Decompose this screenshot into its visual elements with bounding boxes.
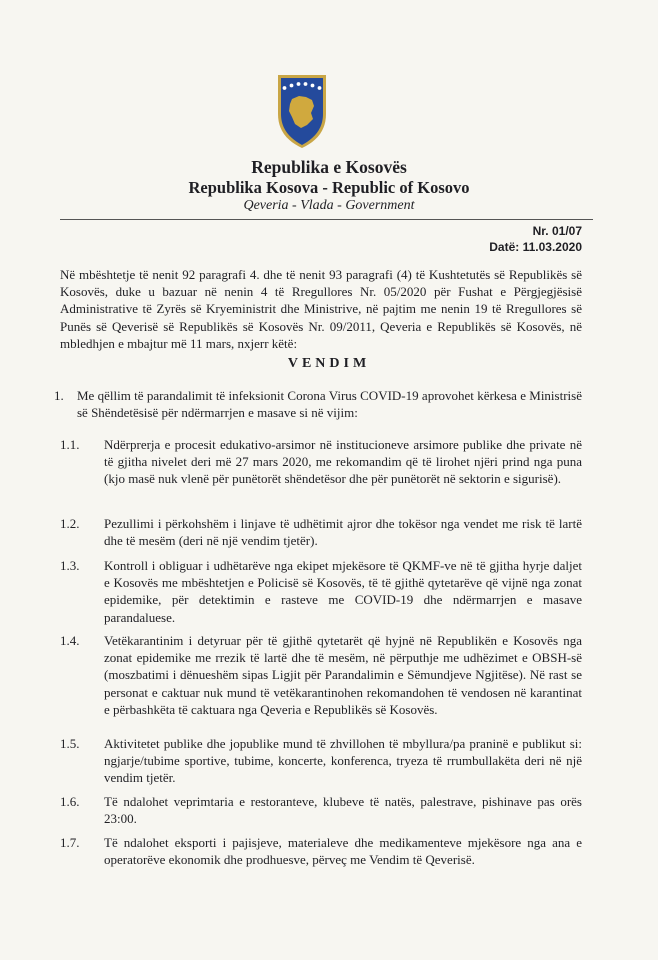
subitem-1-1: [60, 436, 582, 488]
subitem-text: Ndërprerja e procesit edukativo-arsimor në institucioneve arsimore publike dhe private në të gjitha nivelet deri më 27 mars 2020, me rekomandim që të lirohet njëri prind nga puna (kjo masë nuk vlenë për punëtorët shëndetësor dhe për punëtorët në sektorin e sigurisë).: [104, 437, 582, 487]
subitem-text: Aktivitetet publike dhe jopublike mund të zhvillohen të mbyllura/pa praninë e publikut si: ngjarje/tubime sportive, tubime, koncerte, konferenca, tryeza të rrumbullakëta deri në një vendim tjetër.: [104, 736, 582, 786]
subitem-text: Kontroll i obliguar i udhëtarëve nga ekipet mjekësore të QKMF-ve në të gjitha hyrje daljet e Kosovës me mbështetjen e Policisë së Kosovës, të të gjithë qytetarëve që vijnë nga zonat epidemike, për detektimin e rasteve me COVID-19 dhe ndërmarrjen e masave parandaluese.: [104, 558, 582, 625]
subitem-text: Pezullimi i përkohshëm i linjave të udhëtimit ajror dhe tokësor nga vendet me risk të lartë dhe të mesëm (deri në një vendim tjetër).: [104, 516, 582, 549]
subitem-number: 1.3.: [60, 558, 80, 573]
subitem-number: 1.5.: [60, 736, 80, 751]
subitem-text: Vetëkarantinim i detyruar për të gjithë qytetarët që hyjnë në Republikën e Kosovës nga zonat epidemike me rrezik të lartë dhe të mesëm, në përputhje me udhëzimet e OBSH-së (moszbatimi i dënueshëm sipas Ligjit për Parandalimin e Sëmundjeve Ngjitëse). Në rast se personat e caktuar nuk mund të vetëkarantinohen rekomandohen të vendosen në karantinat e përbashkëta të caktuara nga Qeveria e Republikës së Kosovës.: [104, 633, 582, 717]
subitem-1-3: [60, 557, 582, 626]
subitem-number: 1.1.: [60, 437, 80, 452]
subitem-number: 1.4.: [60, 633, 80, 648]
decision-title: VENDIM: [287, 356, 371, 371]
government-name: Qeveria - Vlada - Government: [243, 198, 415, 213]
subitem-1-2: [60, 515, 582, 549]
subitem-text: Të ndalohet eksporti i pajisjeve, materialeve dhe medikamenteve mjekësore nga ana e operatorëve ekonomik dhe prodhuesve, përveç me Vendim të Qeverisë.: [104, 835, 582, 868]
subitem-number: 1.7.: [60, 835, 80, 850]
subitem-text: Të ndalohet veprimtaria e restoranteve, klubeve të natës, palestrave, pishinave pas orës 23:00.: [104, 794, 582, 827]
subitem-1-6: [60, 793, 582, 827]
preamble: Në mbështetje të nenit 92 paragrafi 4. dhe të nenit 93 paragrafi (4) të Kushtetutës së Republikës së Kosovës, duke u bazuar në nenin 4 të Rregullores Nr. 05/2020 për Fushat e Përgjegjësisë Administrative të Zyrës së Kryeministrit dhe Ministrive, në pajtim me nenin 19 të Rregullores së Punës së Qeverisë së Republikës së Kosovës Nr. 09/2011, Qeveria e Republikës së Kosovës, në mbledhjen e mbajtur më 11 mars, nxjerr këtë:: [60, 267, 582, 351]
subitem-number: 1.6.: [60, 794, 80, 809]
subitem-1-4: [60, 632, 582, 718]
subitem-1-5: [60, 735, 582, 787]
item-number: 1.: [54, 388, 64, 403]
list-item: [54, 387, 582, 421]
subitem-1-7: [60, 834, 582, 868]
decision-date: Datë: 11.03.2020: [489, 240, 582, 254]
country-name-albanian: Republika e Kosovës: [251, 157, 407, 177]
country-name-serbian-english: Republika Kosova - Republic of Kosovo: [188, 178, 470, 197]
item-text: Me qëllim të parandalimit të infeksionit Corona Virus COVID-19 aprovohet kërkesa e Ministrisë së Shëndetësisë për ndërmarrjen e masave si në vijim:: [77, 388, 582, 421]
decision-number: Nr. 01/07: [532, 224, 582, 238]
kosovo-coat-of-arms-icon: [275, 72, 329, 150]
subitem-number: 1.2.: [60, 516, 80, 531]
header-divider: [60, 219, 593, 220]
